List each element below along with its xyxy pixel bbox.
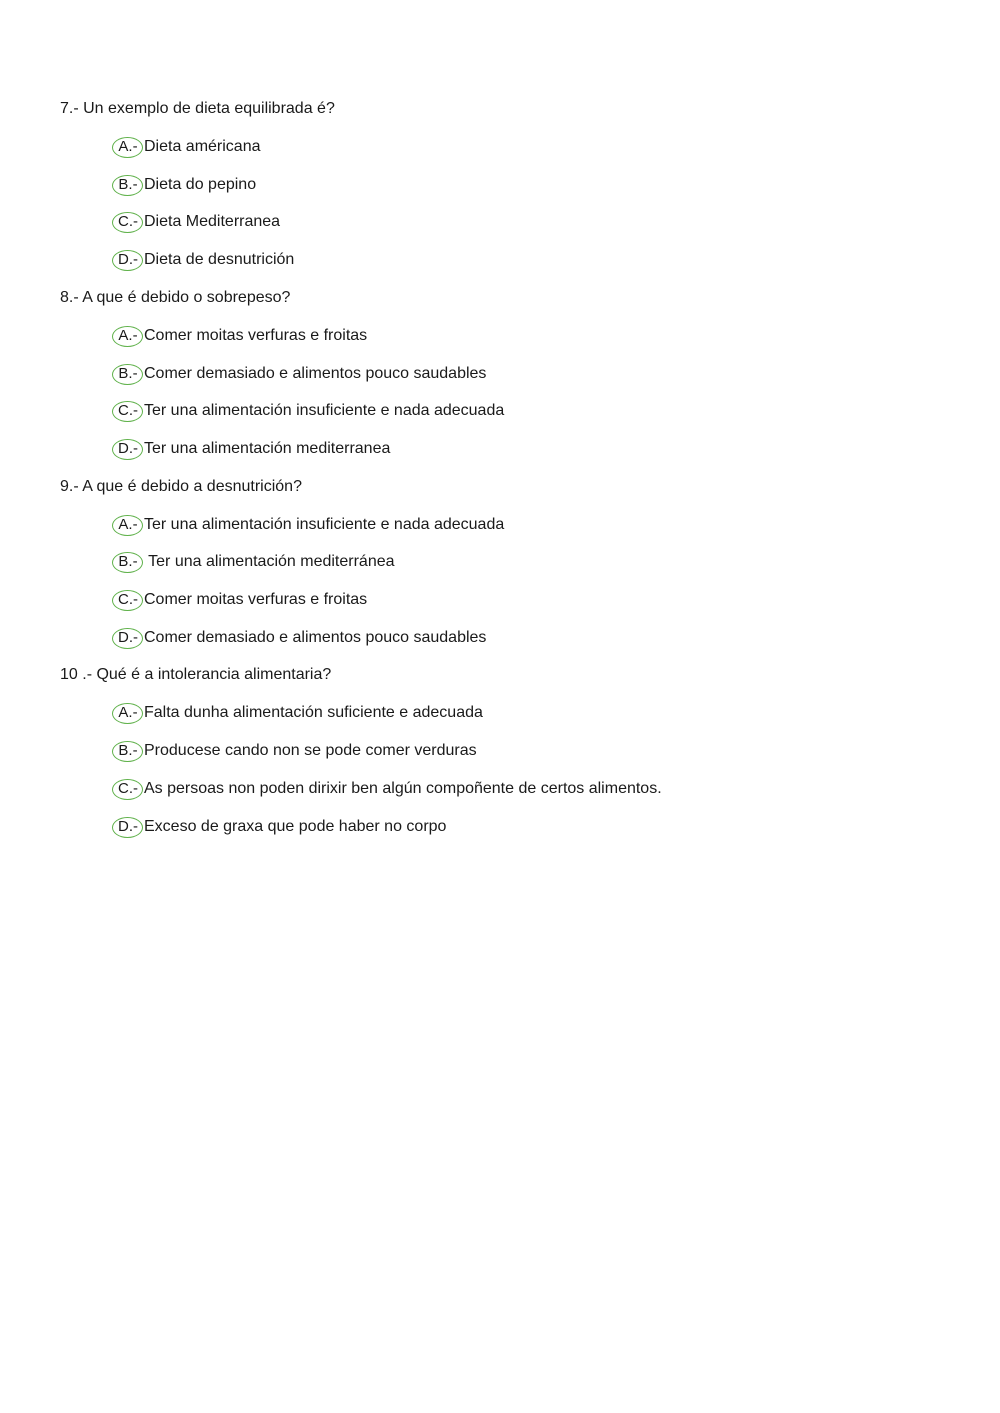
option-text: Comer demasiado e alimentos pouco saudables xyxy=(144,629,487,646)
option-letter-c[interactable]: C.- xyxy=(112,401,143,422)
option-letter-a[interactable]: A.- xyxy=(112,703,143,724)
option-text: Falta dunha alimentación suficiente e adecuada xyxy=(144,704,483,721)
question-7-prompt: 7.- Un exemplo de dieta equilibrada é? xyxy=(60,100,335,117)
option-letter-d[interactable]: D.- xyxy=(112,628,143,649)
question-8-option-c[interactable] xyxy=(112,400,504,422)
question-7-option-d[interactable] xyxy=(112,249,294,271)
option-text: Comer moitas verfuras e froitas xyxy=(144,591,368,608)
option-text: Ter una alimentación mediterránea xyxy=(144,553,395,570)
question-8-option-b[interactable] xyxy=(112,363,486,385)
question-7-option-b[interactable] xyxy=(112,174,256,196)
option-text: Ter una alimentación mediterranea xyxy=(144,440,391,457)
question-10-option-a[interactable] xyxy=(112,702,483,724)
option-letter-d[interactable]: D.- xyxy=(112,817,143,838)
option-text: Comer demasiado e alimentos pouco saudables xyxy=(144,365,487,382)
option-text: Dieta américana xyxy=(144,138,261,155)
question-9-option-b[interactable] xyxy=(112,551,395,573)
option-text: Dieta de desnutrición xyxy=(144,251,295,268)
option-letter-b[interactable]: B.- xyxy=(112,552,143,573)
option-text: As persoas non poden dirixir ben algún compoñente de certos alimentos. xyxy=(144,780,662,797)
question-10-option-d[interactable] xyxy=(112,816,446,838)
option-letter-a[interactable]: A.- xyxy=(112,515,143,536)
question-10-option-c[interactable] xyxy=(112,778,662,800)
option-letter-a[interactable]: A.- xyxy=(112,137,143,158)
option-letter-c[interactable]: C.- xyxy=(112,590,143,611)
option-letter-c[interactable]: C.- xyxy=(112,779,143,800)
option-text: Dieta do pepino xyxy=(144,176,257,193)
option-text: Dieta Mediterranea xyxy=(144,213,281,230)
option-letter-d[interactable]: D.- xyxy=(112,250,143,271)
question-7-option-a[interactable] xyxy=(112,136,261,158)
option-text: Ter una alimentación insuficiente e nada adecuada xyxy=(144,516,505,533)
option-letter-a[interactable]: A.- xyxy=(112,326,143,347)
option-text: Comer moitas verfuras e froitas xyxy=(144,327,368,344)
question-10-prompt: 10 .- Qué é a intolerancia alimentaria? xyxy=(60,666,332,683)
option-text: Producese cando non se pode comer verduras xyxy=(144,742,477,759)
question-8-option-a[interactable] xyxy=(112,325,367,347)
question-8-option-d[interactable] xyxy=(112,438,390,460)
option-text: Ter una alimentación insuficiente e nada adecuada xyxy=(144,402,505,419)
option-letter-d[interactable]: D.- xyxy=(112,439,143,460)
question-9-prompt: 9.- A que é debido a desnutrición? xyxy=(60,478,302,495)
option-text: Exceso de graxa que pode haber no corpo xyxy=(144,818,447,835)
question-8-prompt: 8.- A que é debido o sobrepeso? xyxy=(60,289,291,306)
option-letter-b[interactable]: B.- xyxy=(112,364,143,385)
option-letter-b[interactable]: B.- xyxy=(112,175,143,196)
option-letter-b[interactable]: B.- xyxy=(112,741,143,762)
question-10-option-b[interactable] xyxy=(112,740,477,762)
option-letter-c[interactable]: C.- xyxy=(112,212,143,233)
question-9-option-d[interactable] xyxy=(112,627,486,649)
question-9-option-a[interactable] xyxy=(112,514,504,536)
question-7-option-c[interactable] xyxy=(112,211,280,233)
question-9-option-c[interactable] xyxy=(112,589,367,611)
